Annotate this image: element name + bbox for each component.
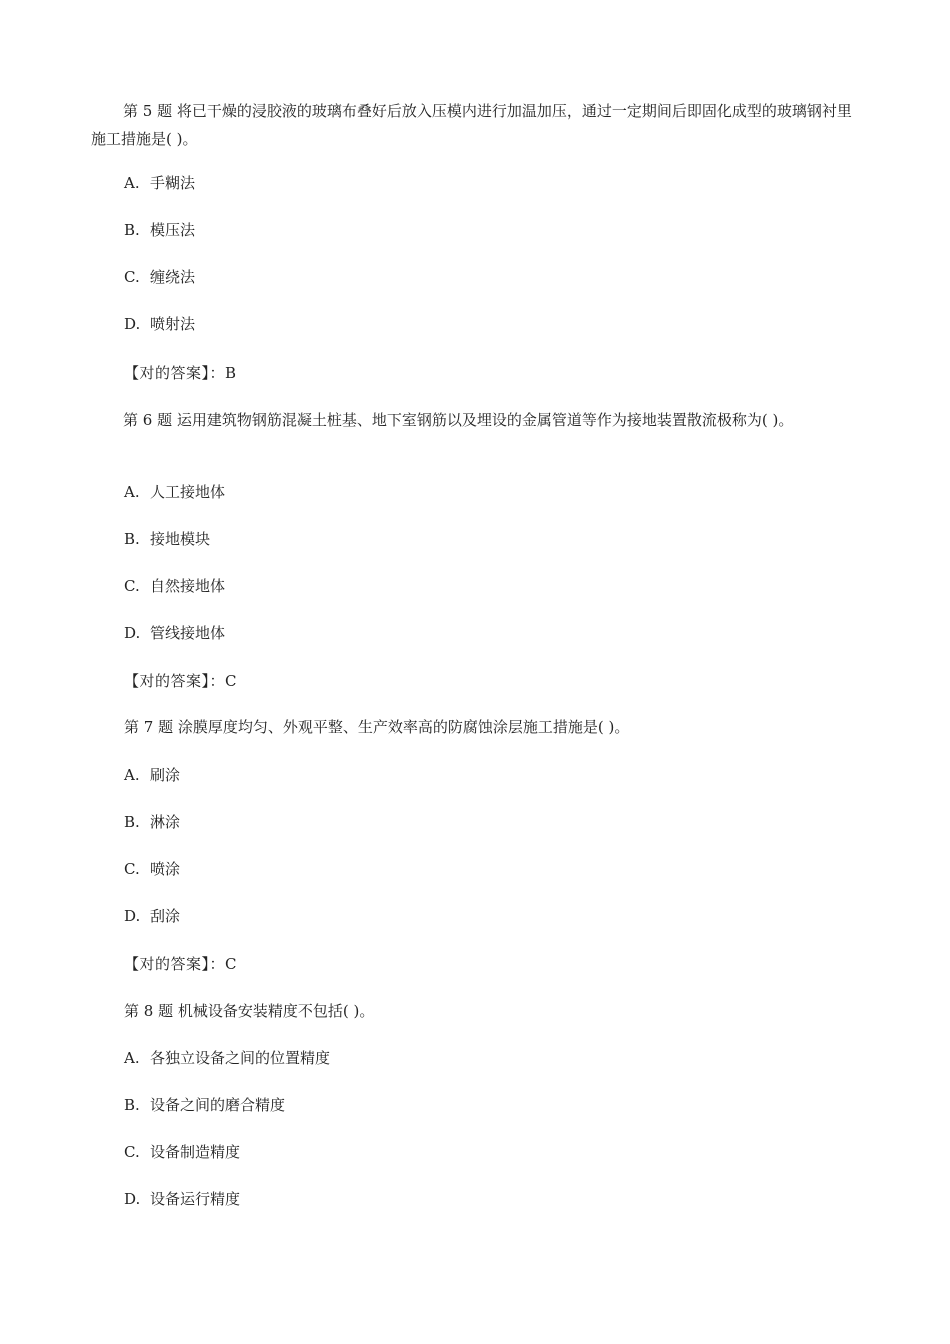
option-text: 设备之间的磨合精度 — [150, 1096, 286, 1114]
option-letter: A. — [124, 1049, 140, 1067]
question-5-option-a — [124, 172, 195, 194]
question-7-answer — [124, 953, 237, 975]
question-8-stem: 第 8 题 机械设备安装精度不包括( )。 — [124, 1002, 375, 1020]
answer-label: 【对的答案】： — [124, 364, 226, 382]
option-text: 设备运行精度 — [150, 1190, 241, 1208]
option-letter: B. — [124, 1096, 140, 1114]
option-letter: D. — [124, 1190, 141, 1208]
question-5-option-c — [124, 266, 195, 288]
question-7-option-a — [124, 764, 180, 786]
option-letter: A. — [124, 483, 140, 501]
option-letter: D. — [124, 624, 141, 642]
option-text: 人工接地体 — [150, 483, 226, 501]
answer-label: 【对的答案】： — [124, 955, 226, 973]
option-letter: C. — [124, 268, 140, 286]
question-6-stem: 第 6 题 运用建筑物钢筋混凝土桩基、地下室钢筋以及埋设的金属管道等作为接地装置散流极称为( )。 — [123, 411, 794, 429]
option-text: 刮涂 — [150, 907, 181, 925]
question-7-option-d — [124, 905, 180, 927]
question-6-option-a — [124, 481, 225, 503]
option-text: 管线接地体 — [150, 624, 226, 642]
option-letter: A. — [124, 766, 140, 784]
option-text: 自然接地体 — [150, 577, 226, 595]
question-6-option-d — [124, 622, 225, 644]
question-8-option-a — [124, 1047, 330, 1069]
answer-value: C — [225, 672, 237, 690]
answer-label: 【对的答案】： — [124, 672, 226, 690]
option-text: 各独立设备之间的位置精度 — [150, 1049, 331, 1067]
option-letter: D. — [124, 315, 141, 333]
option-letter: C. — [124, 577, 140, 595]
answer-value: B — [225, 364, 237, 382]
option-text: 喷射法 — [150, 315, 196, 333]
option-text: 模压法 — [150, 221, 196, 239]
question-5-stem: 第 5 题 将已干燥的浸胶液的玻璃布叠好后放入压模内进行加温加压，通过一定期间后即固化成型的玻璃钢衬里施工措施是( )。 — [91, 102, 852, 148]
question-8-option-d — [124, 1188, 240, 1210]
answer-value: C — [225, 955, 237, 973]
option-letter: B. — [124, 813, 140, 831]
question-5-option-b — [124, 219, 195, 241]
option-letter: A. — [124, 174, 140, 192]
question-8-option-b — [124, 1094, 285, 1116]
question-7-option-c — [124, 858, 180, 880]
question-6-option-c — [124, 575, 225, 597]
question-5-answer — [124, 362, 236, 384]
option-letter: C. — [124, 860, 140, 878]
option-text: 刷涂 — [150, 766, 181, 784]
option-letter: C. — [124, 1143, 140, 1161]
option-text: 手糊法 — [150, 174, 196, 192]
option-text: 设备制造精度 — [150, 1143, 241, 1161]
option-letter: B. — [124, 530, 140, 548]
option-text: 接地模块 — [150, 530, 211, 548]
question-7-option-b — [124, 811, 180, 833]
question-6-answer — [124, 670, 237, 692]
option-text: 缠绕法 — [150, 268, 196, 286]
question-5-option-d — [124, 313, 195, 335]
question-6-option-b — [124, 528, 210, 550]
question-7-stem: 第 7 题 涂膜厚度均匀、外观平整、生产效率高的防腐蚀涂层施工措施是( )。 — [124, 718, 630, 736]
option-letter: D. — [124, 907, 141, 925]
option-letter: B. — [124, 221, 140, 239]
option-text: 淋涂 — [150, 813, 181, 831]
option-text: 喷涂 — [150, 860, 181, 878]
question-8-option-c — [124, 1141, 240, 1163]
